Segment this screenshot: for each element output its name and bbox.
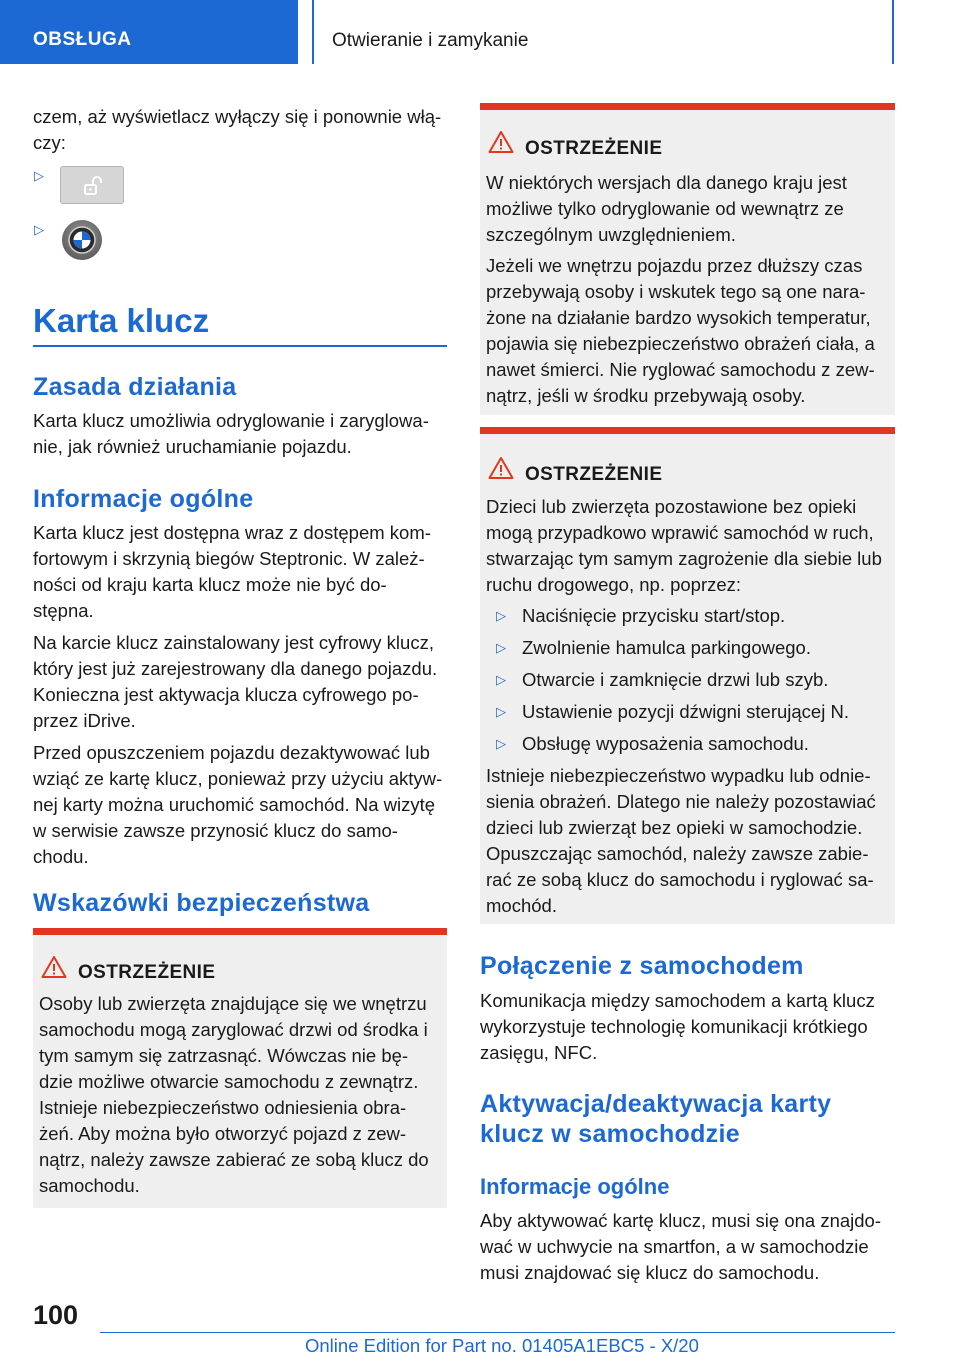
warning-box bbox=[33, 928, 447, 1208]
page-title: Karta klucz bbox=[33, 302, 210, 339]
warning-line: Istnieje niebezpieczeństwo odniesienia obra- bbox=[39, 1097, 407, 1118]
connection-line: zasięgu, NFC. bbox=[480, 1042, 598, 1063]
warning-triangle-icon bbox=[488, 456, 514, 480]
general-line: chodu. bbox=[33, 846, 89, 867]
connection-line: wykorzystuje technologię komunikacji krótkiego bbox=[480, 1016, 868, 1037]
warning-line: W niektórych wersjach dla danego kraju jest bbox=[486, 172, 847, 193]
general-line: przez iDrive. bbox=[33, 710, 136, 731]
header-chapter-tab bbox=[312, 0, 894, 64]
warning-line: rać ze sobą klucz do samochodu i ryglować sa- bbox=[486, 869, 874, 890]
triangle-right-icon: ▷ bbox=[496, 704, 506, 719]
warning-line: dzie możliwe otwarcie samochodu z zewnątrz. bbox=[39, 1071, 419, 1092]
page-number: 100 bbox=[33, 1300, 79, 1330]
warning-line: Opuszczając samochód, należy zawsze zabie- bbox=[486, 843, 869, 864]
warning-line: Istnieje niebezpieczeństwo wypadku lub odnie- bbox=[486, 765, 871, 786]
heading-general: Informacje ogólne bbox=[33, 485, 254, 513]
warning-line: nawet śmierci. Nie ryglować samochodu z zew- bbox=[486, 359, 875, 380]
intro-line-2: czy: bbox=[33, 132, 66, 153]
general-line: nej karty można uruchomić samochód. Na wizytę bbox=[33, 794, 436, 815]
general-line: fortowym i skrzynią biegów Steptronic. W zależ- bbox=[33, 548, 425, 569]
heading-activation: Aktywacja/deaktywacja karty bbox=[480, 1090, 832, 1118]
warning-line: nątrz, jeśli w środku przebywają osoby. bbox=[486, 385, 806, 406]
warning-title: OSTRZEŻENIE bbox=[525, 464, 663, 485]
footer-edition: Online Edition for Part no. 01405A1EBC5 - X/20 bbox=[305, 1335, 699, 1356]
warning-line: nątrz, należy zawsze zabierać ze sobą klucz do bbox=[39, 1149, 429, 1170]
header-section-tab bbox=[0, 0, 298, 64]
warning-line: sienia obrażeń. Dlatego nie należy pozostawiać bbox=[486, 791, 876, 812]
warning-box bbox=[480, 103, 895, 415]
heading-activation: klucz w samochodzie bbox=[480, 1120, 740, 1148]
general-line: Na karcie klucz zainstalowany jest cyfrowy klucz, bbox=[33, 632, 434, 653]
warning-title: OSTRZEŻENIE bbox=[525, 138, 663, 159]
triangle-right-icon: ▷ bbox=[496, 672, 506, 687]
triangle-right-icon: ▷ bbox=[496, 608, 506, 623]
general-line: wziąć ze kartę klucz, ponieważ przy użyciu aktyw- bbox=[33, 768, 443, 789]
warning-line: żone na działanie bardzo wysokich temperatur, bbox=[486, 307, 871, 328]
activation-line: Aby aktywować kartę klucz, musi się ona znajdo- bbox=[480, 1210, 882, 1231]
chapter-title: Otwieranie i zamykanie bbox=[332, 30, 529, 51]
warning-line: mogą przypadkowo wprawić samochód w ruch, bbox=[486, 522, 874, 543]
section-title: OBSŁUGA bbox=[33, 29, 132, 50]
warning-line: ruchu drogowego, np. poprzez: bbox=[486, 574, 742, 595]
subheading-general: Informacje ogólne bbox=[480, 1174, 670, 1199]
title-divider bbox=[33, 345, 447, 347]
heading-principle: Zasada działania bbox=[33, 373, 237, 401]
general-line: w serwisie zawsze przynosić klucz do samo- bbox=[33, 820, 398, 841]
activation-line: musi znajdować się klucz do samochodu. bbox=[480, 1262, 820, 1283]
warning-line: samochodu. bbox=[39, 1175, 140, 1196]
triangle-right-icon: ▷ bbox=[496, 736, 506, 751]
triangle-right-icon: ▷ bbox=[496, 640, 506, 655]
heading-connection: Połączenie z samochodem bbox=[480, 952, 804, 980]
warning-line: mochód. bbox=[486, 895, 557, 916]
unlock-icon bbox=[83, 176, 103, 196]
heading-safety: Wskazówki bezpieczeństwa bbox=[33, 889, 370, 917]
warning-line: przebywają osoby i wskutek tego są one nara- bbox=[486, 281, 866, 302]
warning-line: samochodu mogą zaryglować drzwi od środka i bbox=[39, 1019, 428, 1040]
activation-line: wać w uchwycie na smartfon, a w samochodzie bbox=[480, 1236, 869, 1257]
warning-line: żeń. Aby można było otworzyć pojazd z zew- bbox=[39, 1123, 407, 1144]
principle-line: Karta klucz umożliwia odryglowanie i zaryglowa- bbox=[33, 410, 429, 431]
triangle-right-icon: ▷ bbox=[34, 222, 44, 237]
warning-line: Dzieci lub zwierzęta pozostawione bez opieki bbox=[486, 496, 857, 517]
unlock-button-image bbox=[60, 166, 124, 204]
warning-line: możliwe tylko odryglowanie od wewnątrz ze bbox=[486, 198, 844, 219]
warning-line: stwarzając tym samym zagrożenie dla siebie lub bbox=[486, 548, 882, 569]
warning-line: szczególnym uwzględnieniem. bbox=[486, 224, 736, 245]
warning-line: tym samym się zatrzasnąć. Wówczas nie bę- bbox=[39, 1045, 409, 1066]
footer-divider bbox=[100, 1332, 895, 1333]
warning-line: pojawia się niebezpieczeństwo obrażeń ciała, a bbox=[486, 333, 875, 354]
warning-title: OSTRZEŻENIE bbox=[78, 962, 216, 983]
principle-line: nie, jak również uruchamianie pojazdu. bbox=[33, 436, 352, 457]
general-line: stępna. bbox=[33, 600, 94, 621]
warning-triangle-icon bbox=[41, 955, 67, 979]
general-line: który jest już zarejestrowany dla danego pojazdu. bbox=[33, 658, 438, 679]
warning-box: OSTRZEŻENIE Dzieci lub zwierzęta pozostawione bez opieki mogą przypadkowo wprawić samochód w ruch, stwarzając tym samym zagrożenie dla siebie lub ruchu drogowego, np. poprzez: ▷ Naciśnięcie przycisku start/stop. ▷ Zwolnienie hamulca parkingowego. ▷ Otwarcie i zamknięcie drzwi lub szyb. ▷ Ustawienie pozycji dźwigni sterującej N. ▷ Obsługę wyposażenia samochodu. Istnieje niebezpieczeństwo wypadku lub odnie- sienia obrażeń. Dlatego nie należy pozostawiać dzieci lub zwierząt bez opieki w samochodzie. Opuszczając samochód, należy zawsze zabie- rać ze sobą klucz do samochodu i ryglować sa- mochód. bbox=[480, 427, 895, 924]
warning-line: Osoby lub zwierzęta znajdujące się we wnętrzu bbox=[39, 993, 427, 1014]
general-line: ności od kraju karta klucz może nie być do- bbox=[33, 574, 387, 595]
warning-line: dzieci lub zwierząt bez opieki w samochodzie. bbox=[486, 817, 863, 838]
logo-button-image bbox=[62, 220, 102, 260]
general-line: Karta klucz jest dostępna wraz z dostępem kom- bbox=[33, 522, 431, 543]
connection-line: Komunikacja między samochodem a kartą klucz bbox=[480, 990, 875, 1011]
general-line: Konieczna jest aktywacja klucza cyfrowego po- bbox=[33, 684, 419, 705]
warning-line: Jeżeli we wnętrzu pojazdu przez dłuższy czas bbox=[486, 255, 863, 276]
intro-line-1: czem, aż wyświetlacz wyłączy się i ponownie włą- bbox=[33, 106, 442, 127]
triangle-right-icon: ▷ bbox=[34, 168, 44, 183]
warning-triangle-icon bbox=[488, 130, 514, 154]
bmw-logo-icon bbox=[68, 226, 96, 254]
general-line: Przed opuszczeniem pojazdu dezaktywować lub bbox=[33, 742, 430, 763]
